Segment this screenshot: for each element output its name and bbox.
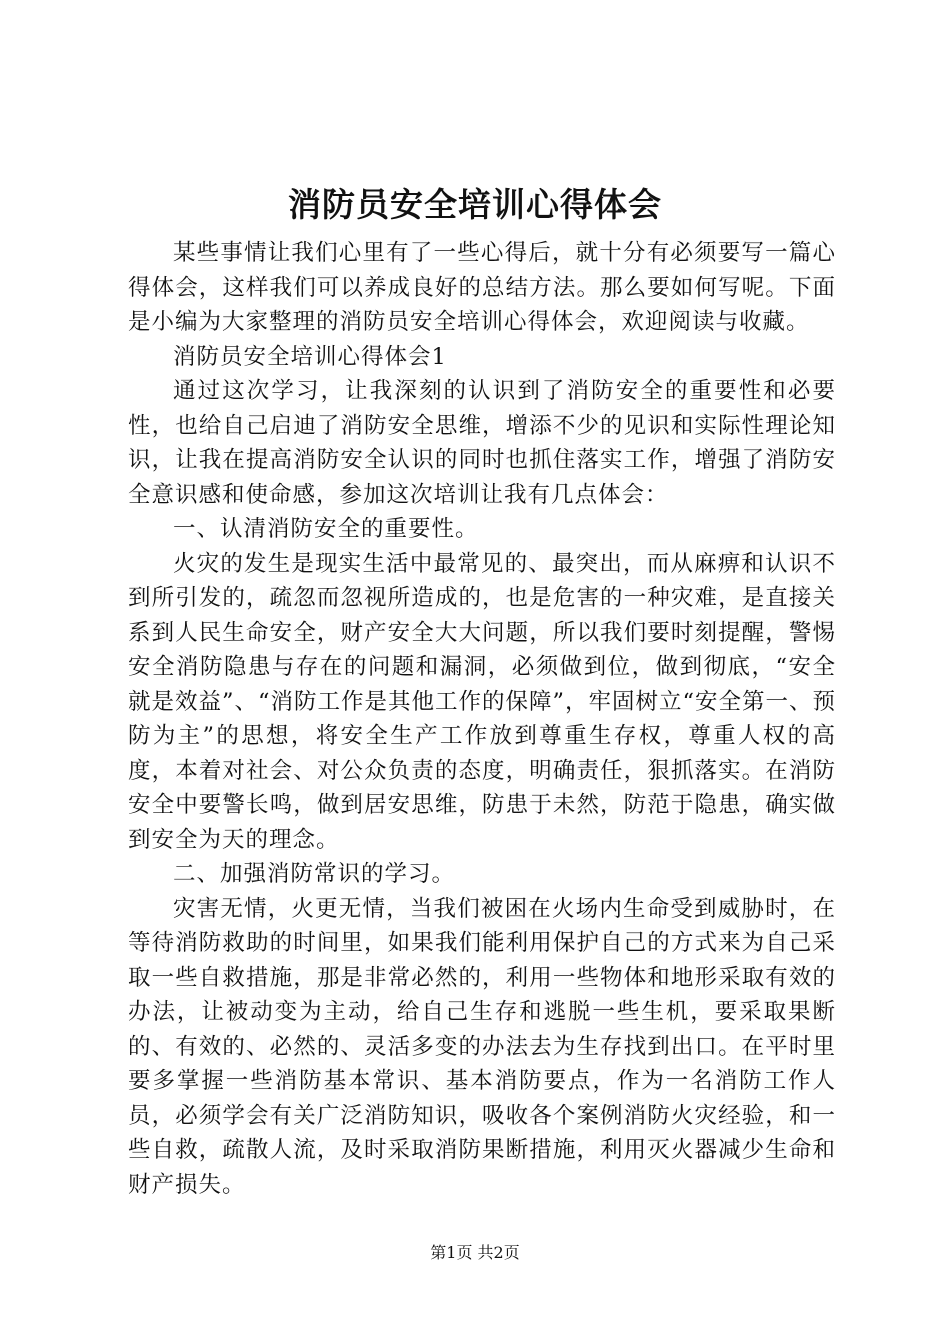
body-paragraph: 通过这次学习，让我深刻的认识到了消防安全的重要性和必要性，也给自己启迪了消防安全思维，增添不少的见识和实际性理论知识，让我在提高消防安全认识的同时也抓住落实工作，增强了消防安全意识感和使命感，参加这次培训让我有几点体会： [128,378,836,508]
point-heading: 一、认清消防安全的重要性。 [173,516,479,542]
page-footer: 第1页 共2页 [430,1243,520,1262]
intro-paragraph: 某些事情让我们心里有了一些心得后，就十分有必须要写一篇心得体会，这样我们可以养成良好的总结方法。那么要如何写呢。下面是小编为大家整理的消防员安全培训心得体会，欢迎阅读与收藏。 [128,240,836,335]
point-heading: 二、加强消防常识的学习。 [173,861,456,887]
body-paragraph: 火灾的发生是现实生活中最常见的、最突出，而从麻痹和认识不到所引发的，疏忽而忽视所造成的，也是危害的一种灾难，是直接关系到人民生命安全，财产安全大大问题，所以我们要时刻提醒，警惕安全消防隐患与存在的问题和漏洞，必须做到位，做到彻底，“安全就是效益”、“消防工作是其他工作的保障”，牢固树立“安全第一、预防为主”的思想，将安全生产工作放到尊重生存权，尊重人权的高度，本着对社会、对公众负责的态度，明确责任，狠抓落实。在消防安全中要警长鸣，做到居安思维，防患于未然，防范于隐患，确实做到安全为天的理念。 [128,550,837,853]
document-body [128,236,836,1202]
document-title: 消防员安全培训心得体会 [288,185,662,224]
section-heading: 消防员安全培训心得体会1 [173,343,447,370]
body-paragraph: 灾害无情，火更无情，当我们被困在火场内生命受到威胁时，在等待消防救助的时间里，如果我们能利用保护自己的方式来为自己采取一些自救措施，那是非常必然的，利用一些物体和地形采取有效的办法，让被动变为主动，给自己生存和逃脱一些生机，要采取果断的、有效的、必然的、灵活多变的办法去为生存找到出口。在平时里要多掌握一些消防基本常识、基本消防要点，作为一名消防工作人员，必须学会有关广泛消防知识，吸收各个案例消防火灾经验，和一些自救，疏散人流，及时采取消防果断措施，利用灭火器减少生命和财产损失。 [128,895,836,1198]
